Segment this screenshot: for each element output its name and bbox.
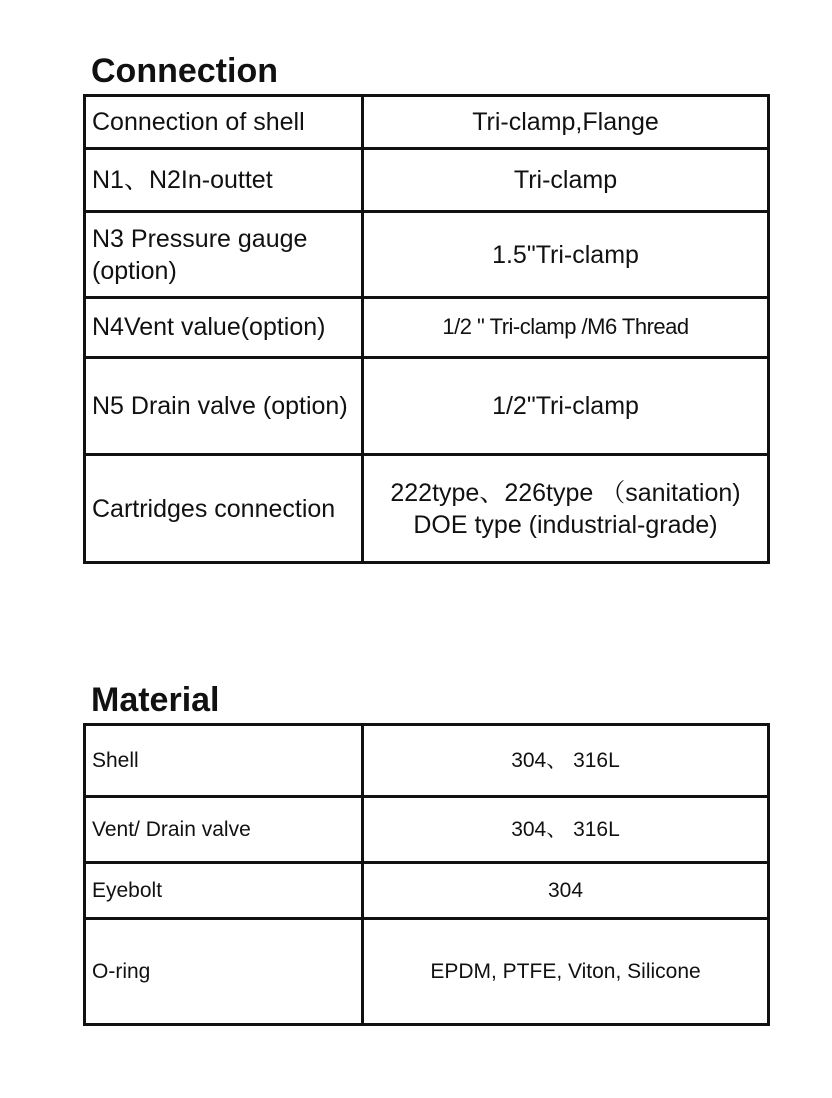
material-key-cell: Shell: [85, 725, 363, 797]
connection-value-cell: 1/2"Tri-clamp: [363, 358, 769, 455]
connection-value-cell: Tri-clamp,Flange: [363, 96, 769, 149]
material-section-title: Material: [91, 681, 220, 719]
connection-key-cell: Connection of shell: [85, 96, 363, 149]
connection-key-text: N4Vent value(option): [92, 313, 326, 341]
connection-value-cell: 222type、226type （sanitation) DOE type (industrial-grade): [363, 455, 769, 563]
connection-value-cell: 1/2 " Tri-clamp /M6 Thread: [363, 298, 769, 358]
table-row: [85, 919, 769, 1025]
table-row: [85, 96, 769, 149]
table-row: [85, 298, 769, 358]
connection-key-cell: N5 Drain valve (option): [85, 358, 363, 455]
material-value-cell: 304: [363, 863, 769, 919]
connection-table: [83, 94, 770, 564]
material-value-cell: 304、 316L: [363, 797, 769, 863]
table-row: [85, 212, 769, 298]
material-key-cell: Vent/ Drain valve: [85, 797, 363, 863]
connection-key-cell: [85, 298, 363, 358]
material-table: [83, 723, 770, 1026]
connection-section-title: Connection: [91, 52, 278, 90]
connection-key-cell: N3 Pressure gauge (option): [85, 212, 363, 298]
table-row: [85, 725, 769, 797]
connection-value-cell: 1.5"Tri-clamp: [363, 212, 769, 298]
material-value-cell: 304、 316L: [363, 725, 769, 797]
material-key-cell: Eyebolt: [85, 863, 363, 919]
connection-key-cell: Cartridges connection: [85, 455, 363, 563]
connection-key-cell: N1、N2In-outtet: [85, 149, 363, 212]
connection-value-cell: Tri-clamp: [363, 149, 769, 212]
table-row: [85, 797, 769, 863]
table-row: [85, 358, 769, 455]
table-row: [85, 863, 769, 919]
table-row: [85, 149, 769, 212]
material-value-cell: EPDM, PTFE, Viton, Silicone: [363, 919, 769, 1025]
table-row: [85, 455, 769, 563]
material-key-cell: O-ring: [85, 919, 363, 1025]
